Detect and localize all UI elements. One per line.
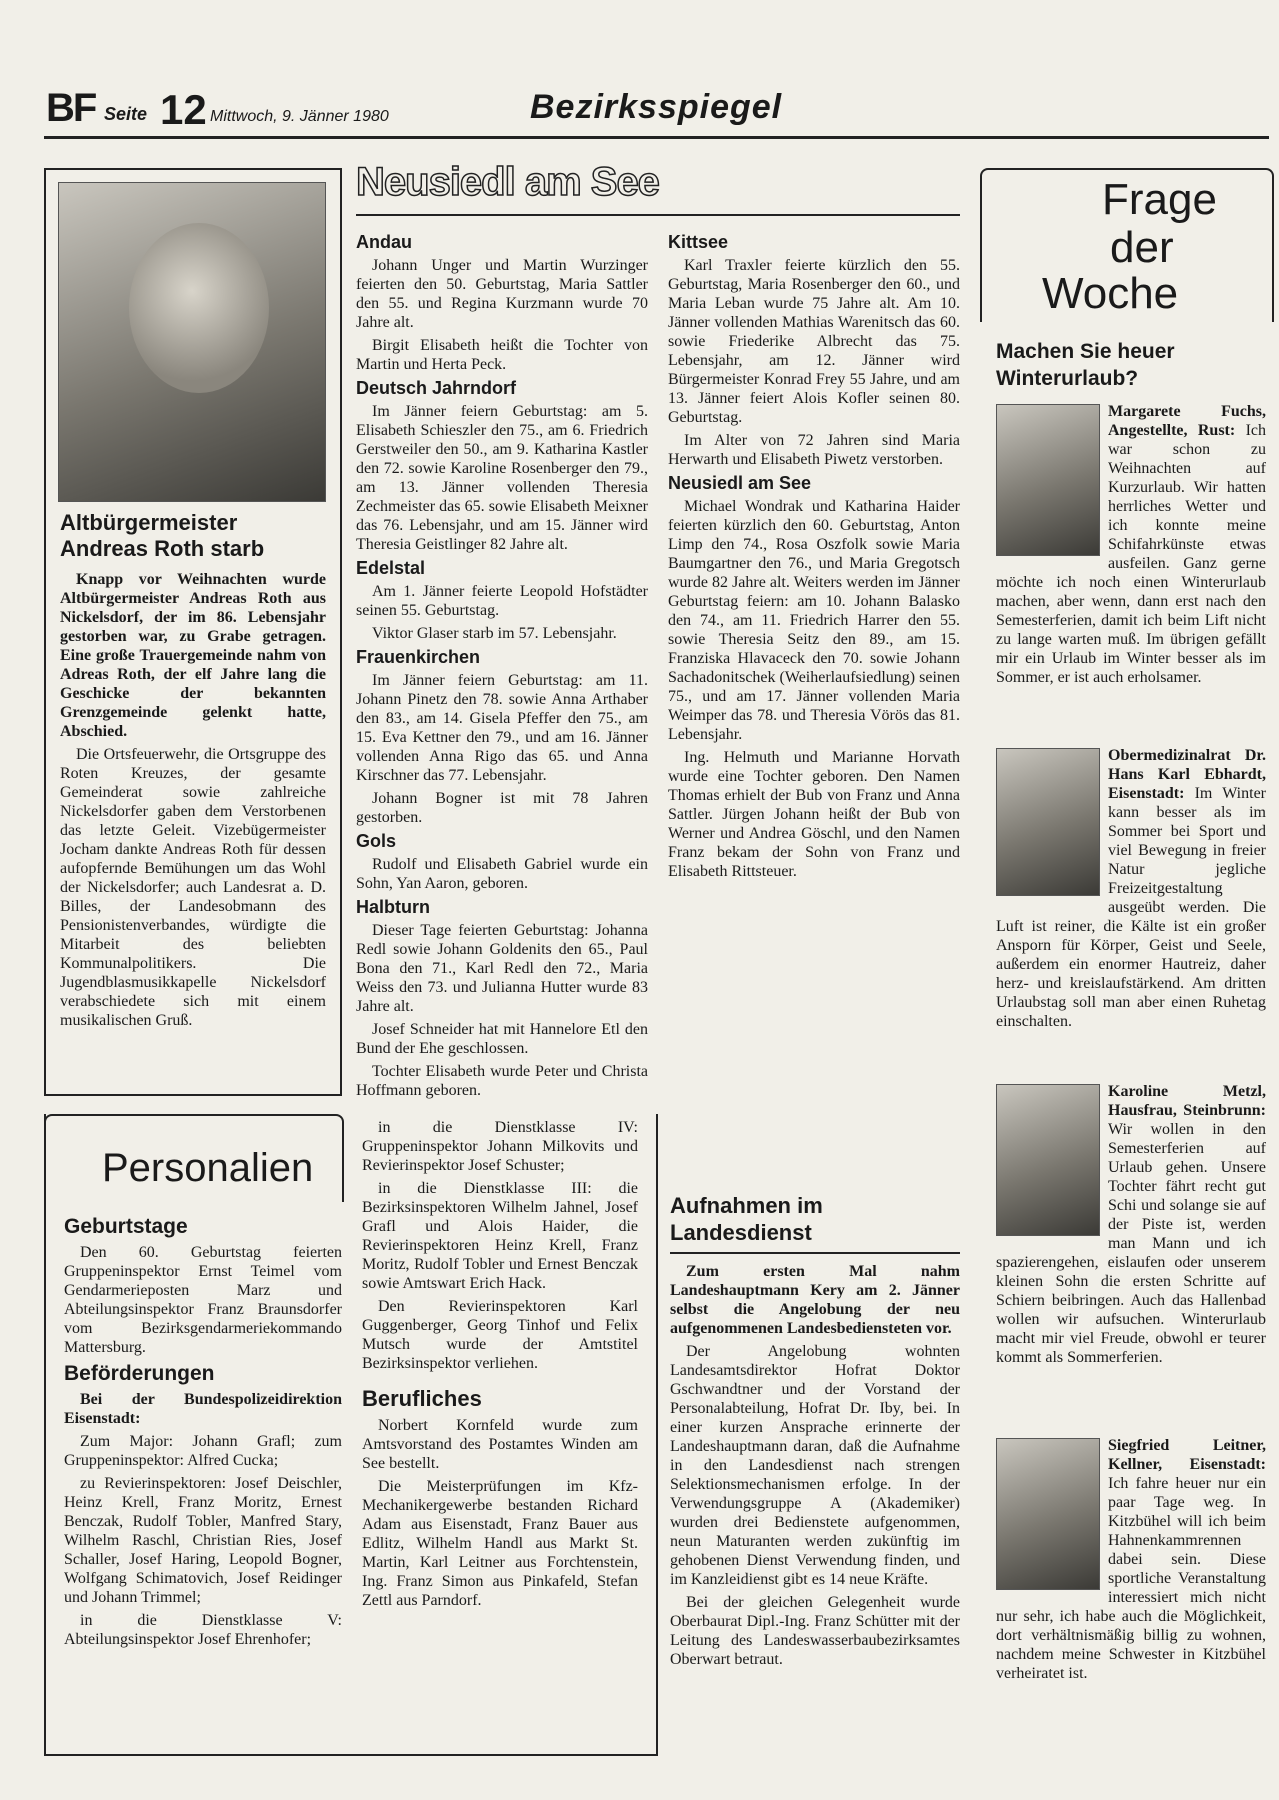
respondent-answer-4: Ich fahre heuer nur ein paar Tage weg. In Kitzbühel will ich beim Hahnenkammrennen dabei sein. Diese sportliche Veranstaltung interessiert mich nicht nur sehr, ich habe auch die Möglichkeit, dort verhältnismäßig billig zu wohnen, nachdem meine Schwester in Kitzbühel verheiratet ist.	[996, 1475, 1266, 1682]
landesdienst-headline: Aufnahmen im Landesdienst	[670, 1193, 823, 1245]
town-kittsee: Kittsee	[668, 232, 729, 252]
promotions-text-2: Zum Major: Johann Grafl; zum Gruppeninspektor: Alfred Cucka;	[64, 1433, 342, 1469]
promotions-text-4: in die Dienstklasse V: Abteilungsinspektor Josef Ehrenhofer;	[64, 1612, 342, 1648]
promotions-text-1: Bei der Bundespolizeidirektion Eisenstadt:	[64, 1391, 342, 1427]
frage-entry-2	[996, 746, 1266, 1080]
landesdienst-paragraph-2: Bei der gleichen Gelegenheit wurde Oberbaurat Dipl.-Ing. Franz Schütter mit der Leitung des Landeswasserbaubezirksamtes Oberwart betraut.	[670, 1594, 960, 1668]
regional-title: Neusiedl am See	[356, 160, 659, 204]
frage-header	[980, 168, 1274, 322]
promotions-text-3: zu Revierinspektoren: Josef Deischler, Heinz Krell, Franz Moritz, Ernest Benczak, Rudolf Tobler, Manfred Stary, Wilhelm Raschl, Christian Ries, Josef Schaller, Josef Haring, Leopold Bogner, Wolfgang Schimatovich, Josef Reidinger und Johann Trimmel;	[64, 1475, 342, 1606]
issue-date: Mittwoch, 9. Jänner 1980	[210, 108, 389, 125]
edelstal-text-1: Am 1. Jänner feierte Leopold Hofstädter seinen 55. Geburtstag.	[356, 583, 648, 619]
obituary-lead: Knapp vor Weihnachten wurde Altbürgermeister Andreas Roth aus Nickelsdorf, der im 86. Lebensjahr gestorben war, zu Grabe getragen. Eine große Trauergemeinde nahm von Adreas Roth, der elf Jahre lang die Geschicke der bekannten Grenzgemeinde gelenkt hatte, Abschied.	[60, 571, 326, 740]
andau-text-2: Birgit Elisabeth heißt die Tochter von Martin und Herta Peck.	[356, 337, 648, 373]
landesdienst-paragraph-1: Der Angelobung wohnten Landesamtsdirektor Hofrat Doktor Gschwandtner und der Vorstand der Personalabteilung, Hofrat Dr. Iby, bei. In einer kurzen Ansprache erinnerte der Landeshauptmann daran, daß die Aufnahme in den Landesdienst nach strengen Selektionsmechanismen erfolge. In der Verwendungsgruppe A (Akademiker) wurden drei Bedienstete aufgenommen, neun Maturanten werden zukünftig im gehobenen Dienst Verwendung finden, und im Kanzleidienst gibt es 14 neue Kräfte.	[670, 1343, 960, 1588]
kittsee-text-2: Im Alter von 72 Jahren sind Maria Herwarth und Elisabeth Piwetz verstorben.	[668, 432, 960, 468]
deutsch-text: Im Jänner feiern Geburtstag: am 5. Elisabeth Schieszler den 75., am 6. Friedrich Gerstweiler den 50., am 9. Katharina Kastler den 72. sowie Karoline Rosenberger den 79., am 13. Jänner vollenden Theresia Zechmeister das 65. sowie Elisabeth Meixner das 76. Lebensjahr, und am 15. Jänner wird Theresia Geistlinger 82 Jahre alt.	[356, 403, 648, 553]
personalien-column-1	[64, 1210, 342, 1750]
respondent-photo-4	[996, 1438, 1100, 1590]
kittsee-text-1: Karl Traxler feierte kürzlich den 55. Geburtstag, Maria Rosenberger den 60., und Maria Leban wurde 75 Jahre alt. Am 10. Jänner vollenden Mathias Warenitsch das 60. sowie Friederike Albrecht das 75. Lebensjahr, am 12. Jänner wird Bürgermeister Konrad Frey 55 Jahre, und am 13. Jänner feiert Alois Kofler seinen 80. Geburtstag.	[668, 257, 960, 426]
frauen-text-2: Johann Bogner ist mit 78 Jahren gestorben.	[356, 790, 648, 826]
promotions-text-6: in die Dienstklasse III: die Bezirksinspektoren Wilhelm Jahnel, Josef Grafl und Alois Haider, die Revierinspektoren Heinz Krell, Franz Moritz, Rudolf Tobler und Ernest Benczak sowie Amtswart Erich Hack.	[362, 1180, 638, 1292]
respondent-name-3: Karoline Metzl, Hausfrau, Steinbrunn:	[1108, 1083, 1266, 1119]
halbturn-text-3: Tochter Elisabeth wurde Peter und Christa Hoffmann geboren.	[356, 1063, 648, 1099]
frage-title-3: Woche	[1042, 269, 1179, 318]
respondent-name-4: Siegfried Leitner, Kellner, Eisenstadt:	[1108, 1437, 1266, 1473]
halbturn-text-1: Dieser Tage feierten Geburtstag: Johanna Redl sowie Johann Goldenits den 65., Paul Bona den 71., Karl Redl den 72., Maria Weiss den 73. und Julianna Hutter wurde 83 Jahre alt.	[356, 922, 648, 1015]
town-neusiedl: Neusiedl am See	[668, 473, 812, 493]
promotions-heading: Beförderungen	[64, 1362, 215, 1385]
regional-rule	[356, 214, 960, 216]
town-gols: Gols	[356, 831, 397, 851]
neusiedl-text-2: Ing. Helmuth und Marianne Horvath wurde eine Tochter geboren. Den Namen Thomas erhielt der Bub von Franz und Anna Sattler. Jürgen Johann heißt der Bub von Werner und Andrea Göschl, und den Namen Franz bekam der Sohn von Franz und Elisabeth Rittsteuer.	[668, 749, 960, 880]
professional-heading: Berufliches	[362, 1386, 482, 1411]
town-frauenkirchen: Frauenkirchen	[356, 647, 481, 667]
portrait-photo	[58, 182, 326, 502]
frage-title-1: Frage	[1102, 175, 1217, 224]
respondent-answer-2: Im Winter kann besser als im Sommer bei Sport und viel Bewegung in freier Natur jegliche Freizeitgestaltung ausgeübt werden. Die Luft ist reiner, die Kälte ist ein großer Ansporn für Körper, Geist und Seele, außerdem ein enormer Hautreiz, daher herz- und kreislaufstärkend. Am dritten Urlaubstag soll man aber einen Ruhetag einschalten.	[996, 785, 1266, 1030]
promotions-text-5: in die Dienstklasse IV: Gruppeninspektor Johann Milkovits und Revierinspektor Josef Schuster;	[362, 1119, 638, 1174]
portrait-face	[129, 223, 269, 393]
halbturn-text-2: Josef Schneider hat mit Hannelore Etl den Bund der Ehe geschlossen.	[356, 1021, 648, 1057]
landesdienst-rule	[670, 1252, 960, 1254]
frage-entry-1	[996, 402, 1266, 740]
obituary-headline: Altbürgermeister Andreas Roth starb	[60, 510, 265, 561]
frauen-text-1: Im Jänner feiern Geburtstag: am 11. Johann Pinetz den 78. sowie Anna Arthaber den 83., am 14. Gisela Pfeffer den 75., am 15. Eva Kettner den 79., und am 16. Jänner vollenden Anna Rigo das 65. und Anna Kirschner das 77. Lebensjahr.	[356, 672, 648, 784]
town-deutsch-jahrndorf: Deutsch Jahrndorf	[356, 378, 517, 398]
neusiedl-column-1	[356, 228, 648, 1099]
edelstal-text-2: Viktor Glaser starb im 57. Lebensjahr.	[372, 625, 617, 642]
page-number: 12	[160, 86, 207, 133]
page-label: Seite	[104, 104, 148, 124]
neusiedl-text-1: Michael Wondrak und Katharina Haider feierten kürzlich den 60. Geburtstag, Anton Limp den 74., Rosa Oszfolk sowie Maria Baumgartner den 76., und Maria Gregotsch wurde 82 Jahre alt. Weiters werden im Jänner Geburtstag feiern: am 10. Johann Balasko den 74., am 11. Friedrich Harrer den 55. sowie Theresia Seitz den 89., am 15. Franziska Hlavaceck den 70. sowie Johann Sachadonitschek (Weiherlaufsiedlung) seinen 75., und am 17. Jänner vollenden Maria Weimper das 78. und Theresia Vörös das 81. Lebensjahr.	[668, 498, 960, 743]
frage-entry-3	[996, 1082, 1266, 1430]
newspaper-logo: BF	[46, 86, 96, 130]
professional-text-1: Norbert Kornfeld wurde zum Amtsvorstand des Postamtes Winden am See bestellt.	[362, 1417, 638, 1472]
frage-title-2: der	[1110, 223, 1174, 272]
frage-entry-4	[996, 1436, 1266, 1746]
respondent-photo-1	[996, 404, 1100, 556]
landesdienst-text	[670, 1262, 960, 1752]
respondent-photo-2	[996, 748, 1100, 896]
town-edelstal: Edelstal	[356, 558, 426, 578]
personalien-title: Personalien	[102, 1146, 314, 1190]
gols-text: Rudolf und Elisabeth Gabriel wurde ein Sohn, Yan Aaron, geboren.	[356, 856, 648, 892]
respondent-answer-3: Wir wollen in den Semesterferien auf Urlaub gehen. Unsere Tochter fährt recht gut Schi und solange sie auf der Piste ist, werden man Mann und ich spazierengehen, eislaufen oder unserem kleinen Sohn die ersten Schritte auf Schiern beibringen. Auch das Hallenbad wollen wir aufsuchen. Winterurlaub macht mir viel Freude, obwohl er teurer kommt als Sommerferien.	[996, 1121, 1266, 1366]
birthdays-text: Den 60. Geburtstag feierten Gruppeninspektor Ernst Teimel vom Gendarmerieposten Marz und Abteilungsinspektor Franz Braunsdorfer vom Bezirksgendarmeriekommando Mattersburg.	[64, 1244, 342, 1356]
frage-question: Machen Sie heuer Winterurlaub?	[996, 340, 1175, 390]
masthead-rule	[44, 136, 1269, 139]
section-title: Bezirksspiegel	[530, 88, 783, 126]
neusiedl-column-2	[668, 228, 960, 1188]
town-andau: Andau	[356, 232, 412, 252]
birthdays-heading: Geburtstage	[64, 1215, 188, 1238]
respondent-photo-3	[996, 1084, 1100, 1236]
town-halbturn: Halbturn	[356, 897, 430, 917]
obituary-body: Die Ortsfeuerwehr, die Ortsgruppe des Roten Kreuzes, der gesamte Gemeinderat sowie zahlreiche Nickelsdorfer gaben dem Verstorbenen das letzte Geleit. Vizebügermeister Jocham dankte Andreas Roth für dessen aufopfernde Bemühungen um das Wohl der Nickelsdorfer; auch Landesrat a. D. Billes, der Landesobmann des Pensionistenverbandes, würdigte die Mitarbeit des beliebten Kommunalpolitikers. Die Jugendblasmusikkapelle Nickelsdorf verabschiedete sich mit einem musikalischen Gruß.	[60, 746, 326, 1029]
respondent-name-2: Obermedizinalrat Dr. Hans Karl Ebhardt, Eisenstadt:	[1108, 747, 1266, 802]
respondent-name-1: Margarete Fuchs, Angestellte, Rust:	[1108, 403, 1266, 439]
landesdienst-lead: Zum ersten Mal nahm Landeshauptmann Kery am 2. Jänner selbst die Angelobung der neu aufgenommenen Landesbediensteten vor.	[670, 1263, 960, 1337]
personalien-column-2	[362, 1118, 638, 1748]
professional-text-2: Die Meisterprüfungen im Kfz-Mechanikergewerbe bestanden Richard Adam aus Eisenstadt, Franz Bauer aus Edlitz, Wilhelm Handl aus Markt St. Martin, Karl Leitner aus Forchtenstein, Ing. Franz Simon aus Pinkafeld, Stefan Zettl aus Parndorf.	[362, 1478, 638, 1609]
respondent-answer-1: Ich war schon zu Weihnachten auf Kurzurlaub. Wir hatten herrliches Wetter und ich konnte meine Schifahrkünste etwas ausfeilen. Ganz gerne möchte ich noch einen Winterurlaub machen, aber wenn, dann erst nach den Semesterferien, damit ich beim Lift nicht zu lange warten muß. Im übrigen gefällt mir ein Urlaub im Winter besser als im Sommer, er ist auch erholsamer.	[996, 422, 1266, 686]
andau-text-1: Johann Unger und Martin Wurzinger feierten den 50. Geburtstag, Maria Sattler den 55. und Regina Kurzmann wurde 70 Jahre alt.	[356, 257, 648, 331]
obituary-box	[44, 168, 342, 1096]
promotions-text-7: Den Revierinspektoren Karl Guggenberger, Georg Tinhof und Felix Mutsch wurde der Amtstitel Bezirksinspektor verliehen.	[362, 1298, 638, 1372]
obituary-text	[60, 570, 326, 1034]
